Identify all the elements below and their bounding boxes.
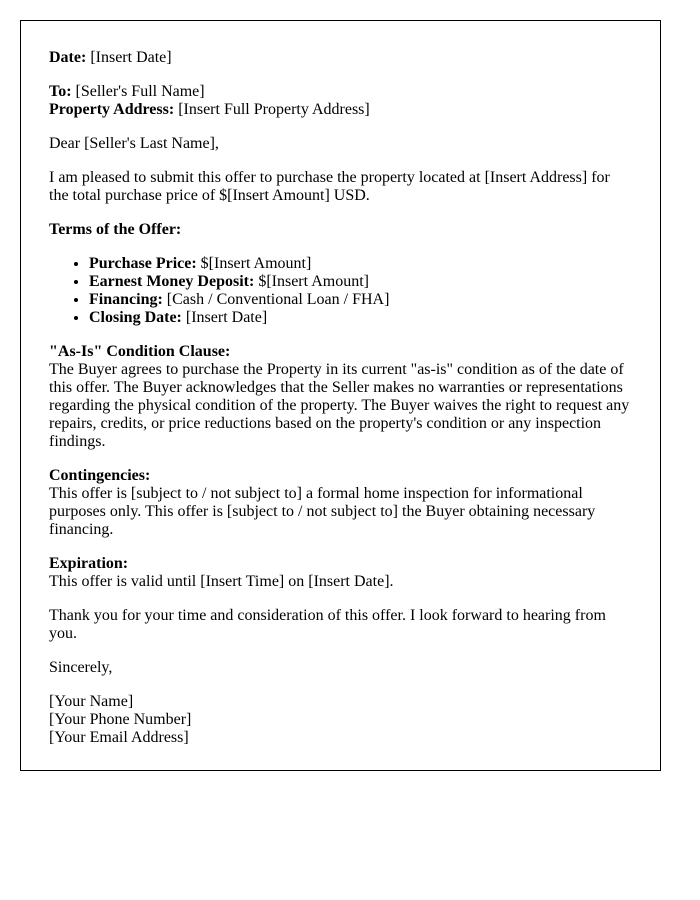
term-item-financing: [89, 291, 632, 309]
property-address-label: Property Address:: [49, 101, 175, 118]
term-value: $[Insert Amount]: [254, 273, 369, 290]
signer-name: [Your Name]: [49, 693, 134, 710]
expiration-heading: Expiration:: [49, 555, 129, 572]
to-value: [Seller's Full Name]: [71, 83, 205, 100]
term-item-closing-date: [89, 309, 632, 327]
term-item-purchase-price: [89, 255, 632, 273]
term-value: [Cash / Conventional Loan / FHA]: [162, 291, 390, 308]
contingencies-section: [49, 467, 632, 539]
terms-list: [49, 255, 632, 327]
to-line: [49, 83, 632, 101]
contingencies-heading: Contingencies:: [49, 467, 151, 484]
term-label: Closing Date:: [89, 309, 182, 326]
term-value: [Insert Date]: [181, 309, 268, 326]
expiration-section: [49, 555, 632, 591]
expiration-body: This offer is valid until [Insert Time] on [Insert Date].: [49, 573, 394, 590]
offer-letter: [20, 20, 661, 771]
contingencies-body: This offer is [subject to / not subject to] a formal home inspection for informational purposes only. This offer is [subject to / not subject to] the Buyer obtaining necessary financing.: [49, 485, 596, 538]
closing-paragraph: Thank you for your time and consideration of this offer. I look forward to hearing from you.: [49, 607, 606, 642]
salutation: Dear [Seller's Last Name],: [49, 135, 219, 152]
term-value: $[Insert Amount]: [196, 255, 312, 272]
as-is-section: [49, 343, 632, 451]
signer-email: [Your Email Address]: [49, 729, 189, 746]
term-label: Purchase Price:: [89, 255, 197, 272]
term-label: Earnest Money Deposit:: [89, 273, 255, 290]
property-address-value: [Insert Full Property Address]: [174, 101, 370, 118]
signer-phone: [Your Phone Number]: [49, 711, 192, 728]
term-label: Financing:: [89, 291, 163, 308]
as-is-body: The Buyer agrees to purchase the Property in its current "as-is" condition as of the date of this offer. The Buyer acknowledges that the Seller makes no warranties or representations regarding the physical condition of the property. The Buyer waives the right to request any repairs, credits, or price reductions based on the property's condition or any inspection findings.: [49, 361, 630, 450]
to-label: To:: [49, 83, 72, 100]
signoff: Sincerely,: [49, 659, 113, 676]
as-is-heading: "As-Is" Condition Clause:: [49, 343, 231, 360]
date-line: [49, 49, 632, 67]
signature-block: [49, 693, 632, 747]
term-item-earnest-money: [89, 273, 632, 291]
date-value: [Insert Date]: [86, 49, 172, 66]
date-label: Date:: [49, 49, 87, 66]
property-address-line: [49, 101, 632, 119]
terms-heading: Terms of the Offer:: [49, 221, 182, 238]
intro-paragraph: I am pleased to submit this offer to purchase the property located at [Insert Address] for the total purchase price of $[Insert Amount] USD.: [49, 169, 610, 204]
